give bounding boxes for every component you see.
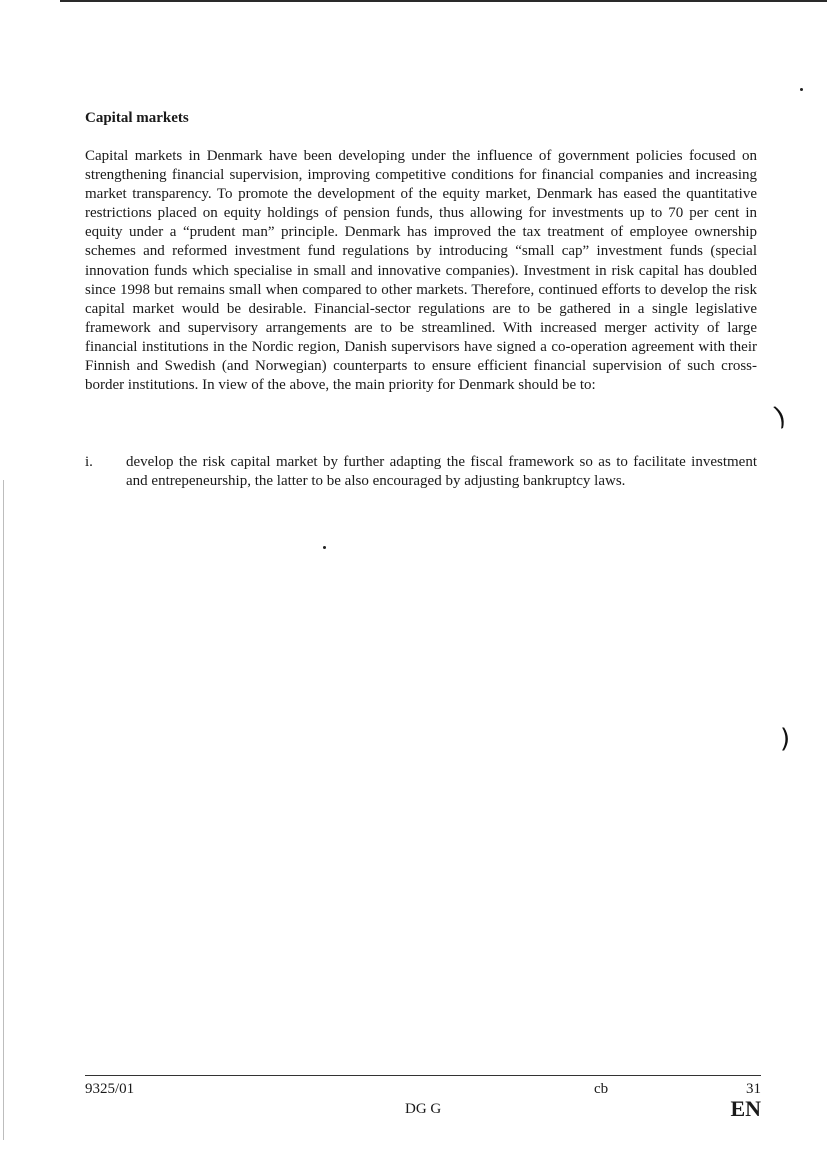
list-item-text: develop the risk capital market by further adapting the fiscal framework so as to facilitate investment and entrepeneurship, the latter to be also encouraged by adjusting bankruptcy laws.	[126, 454, 757, 490]
language-code: EN	[730, 1096, 761, 1121]
scan-speck	[323, 546, 326, 549]
section-heading: Capital markets	[85, 110, 189, 126]
hole-punch-mark: )	[770, 401, 790, 433]
list-item-marker: i.	[85, 454, 93, 470]
document-reference: 9325/01	[85, 1081, 135, 1097]
top-border-rule	[60, 0, 827, 2]
body-paragraph: Capital markets in Denmark have been developing under the influence of government policies focused on strengthening financial supervision, improving competitive conditions for financial companies and increasing market transparency. To promote the development of the equity market, Denmark has eased the quantitative restrictions placed on equity holdings of pension funds, thus allowing for investments up to 70 per cent in equity under a “prudent man” principle. Denmark has improved the tax treatment of employee ownership schemes and reformed investment fund regulations by introducing “small cap” investment funds (special innovation funds which specialise in small and innovative companies). Investment in risk capital has doubled since 1998 but remains small when compared to other markets. Therefore, continued efforts to develop the risk capital market would be desirable. Financial-sector regulations are to be gathered in a single legislative framework and supervisory arrangements are to be streamlined. With increased merger activity of large financial institutions in the Nordic region, Danish supervisors have signed a co-operation agreement with their Finnish and Swedish (and Norwegian) counterparts to ensure efficient financial supervision of such cross-border institutions. In view of the above, the main priority for Denmark should be to:	[85, 148, 757, 394]
scan-speck	[800, 88, 803, 91]
list-item	[85, 453, 757, 491]
department-code: DG G	[405, 1101, 442, 1117]
author-initials: cb	[594, 1081, 609, 1097]
scan-edge-line	[3, 480, 4, 1140]
page-number: 31	[746, 1081, 761, 1097]
hole-punch-mark: )	[780, 724, 791, 754]
footer-rule	[85, 1075, 761, 1076]
